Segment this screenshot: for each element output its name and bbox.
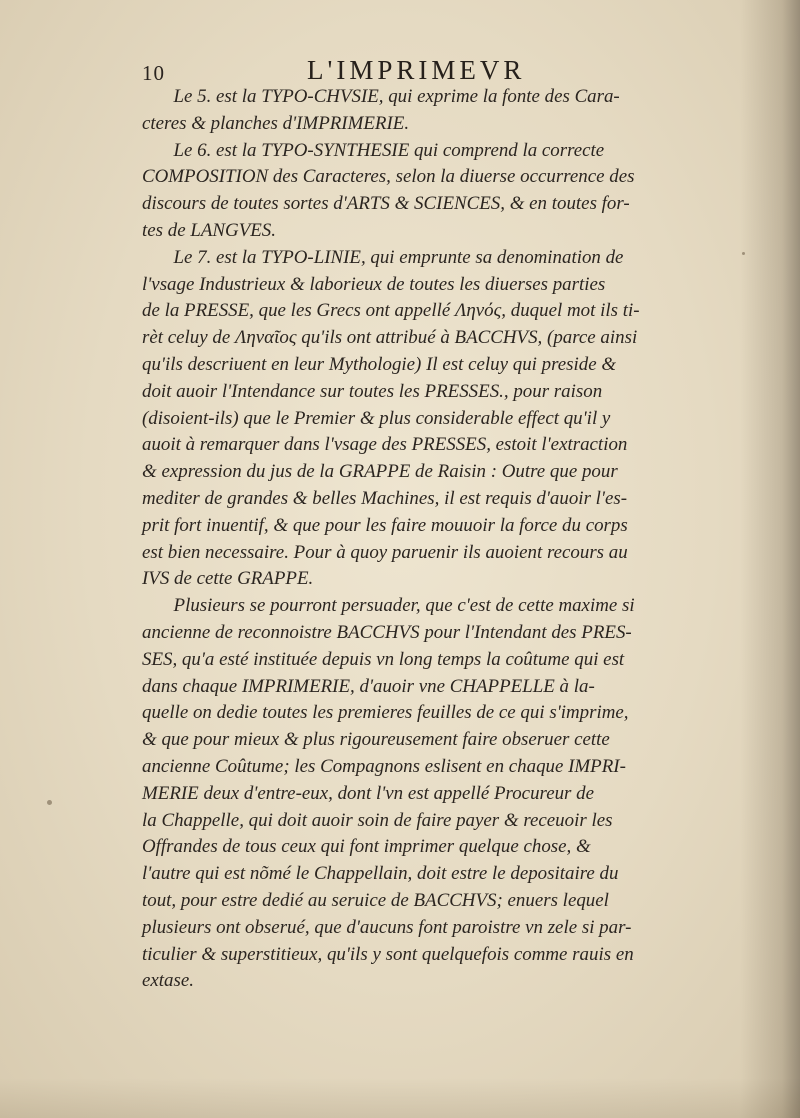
text-line: de la PRESSE, que les Grecs ont appellé Ληνός, duquel mot ils ti- bbox=[142, 300, 640, 322]
text-line: Le 5. est la TYPO-CHVSIE, qui exprime la fonte des Cara- bbox=[173, 86, 620, 107]
text-line: & expression du jus de la GRAPPE de Raisin : Outre que pour bbox=[142, 461, 618, 483]
text-line: ancienne de reconnoistre BACCHVS pour l'Intendant des PRES- bbox=[142, 621, 632, 643]
text-line: extase. bbox=[142, 970, 195, 992]
text-line: mediter de grandes & belles Machines, il est requis d'auoir l'es- bbox=[142, 487, 628, 509]
page-number: 10 bbox=[142, 61, 165, 85]
text-line: (disoient-ils) que le Premier & plus considerable effect qu'il y bbox=[142, 407, 611, 429]
text-line: qu'ils descriuent en leur Mythologie) Il est celuy qui preside & bbox=[142, 353, 617, 375]
text-line: prit fort inuentif, & que pour les faire mouuoir la force du corps bbox=[142, 514, 628, 536]
text-line: l'vsage Industrieux & laborieux de toutes les diuerses parties bbox=[142, 273, 606, 295]
text-line: Le 6. est la TYPO-SYNTHESIE qui comprend la correcte bbox=[173, 139, 605, 161]
page-bottom-edge bbox=[0, 1078, 800, 1118]
text-line: tes de LANGVES. bbox=[142, 219, 277, 241]
text-line: ticulier & superstitieux, qu'ils y sont quelquefois comme rauis en bbox=[142, 943, 634, 965]
text-line: l'autre qui est nõmé le Chappellain, doit estre le depositaire du bbox=[142, 863, 619, 885]
text-line: cteres & planches d'IMPRIMERIE. bbox=[142, 112, 410, 134]
body-text bbox=[142, 84, 716, 995]
text-line: quelle on dedie toutes les premieres feuilles de ce qui s'imprime, bbox=[142, 702, 629, 724]
text-line: plusieurs ont obserué, que d'aucuns font paroistre vn zele si par- bbox=[142, 916, 632, 938]
text-line: Le 7. est la TYPO-LINIE, qui emprunte sa denomination de bbox=[173, 246, 624, 268]
text-line: rèt celuy de Ληναῖος qu'ils ont attribué à BACCHVS, (parce ainsi bbox=[142, 327, 638, 349]
text-line: & que pour mieux & plus rigoureusement faire obseruer cette bbox=[142, 729, 610, 751]
text-line: auoit à remarquer dans l'vsage des PRESSES, estoit l'extraction bbox=[142, 434, 628, 456]
text-line: Plusieurs se pourront persuader, que c'est de cette maxime si bbox=[173, 595, 635, 617]
text-line: est bien necessaire. Pour à quoy paruenir ils auoient recours au bbox=[142, 541, 628, 563]
text-line: COMPOSITION des Caracteres, selon la diuerse occurrence des bbox=[142, 166, 635, 188]
text-line: la Chappelle, qui doit auoir soin de faire payer & receuoir les bbox=[142, 809, 613, 831]
ink-speck bbox=[742, 252, 745, 255]
text-line: discours de toutes sortes d'ARTS & SCIENCES, & en toutes for- bbox=[142, 193, 630, 215]
running-head: L'IMPRIMEVR bbox=[307, 55, 526, 85]
text-line: IVS de cette GRAPPE. bbox=[142, 568, 314, 590]
text-line: doit auoir l'Intendance sur toutes les PRESSES., pour raison bbox=[142, 380, 603, 402]
text-line: tout, pour estre dedié au seruice de BACCHVS; enuers lequel bbox=[142, 889, 609, 911]
text-line: Offrandes de tous ceux qui font imprimer quelque chose, & bbox=[142, 836, 591, 858]
text-line: SES, qu'a esté instituée depuis vn long temps la coûtume qui est bbox=[142, 648, 625, 670]
text-line: ancienne Coûtume; les Compagnons eslisent en chaque IMPRI- bbox=[142, 755, 626, 777]
page-gutter-shadow bbox=[740, 0, 800, 1118]
text-line: dans chaque IMPRIMERIE, d'auoir vne CHAPPELLE à la- bbox=[142, 675, 595, 697]
text-line: MERIE deux d'entre-eux, dont l'vn est appellé Procureur de bbox=[142, 782, 595, 804]
ink-speck bbox=[47, 800, 52, 805]
